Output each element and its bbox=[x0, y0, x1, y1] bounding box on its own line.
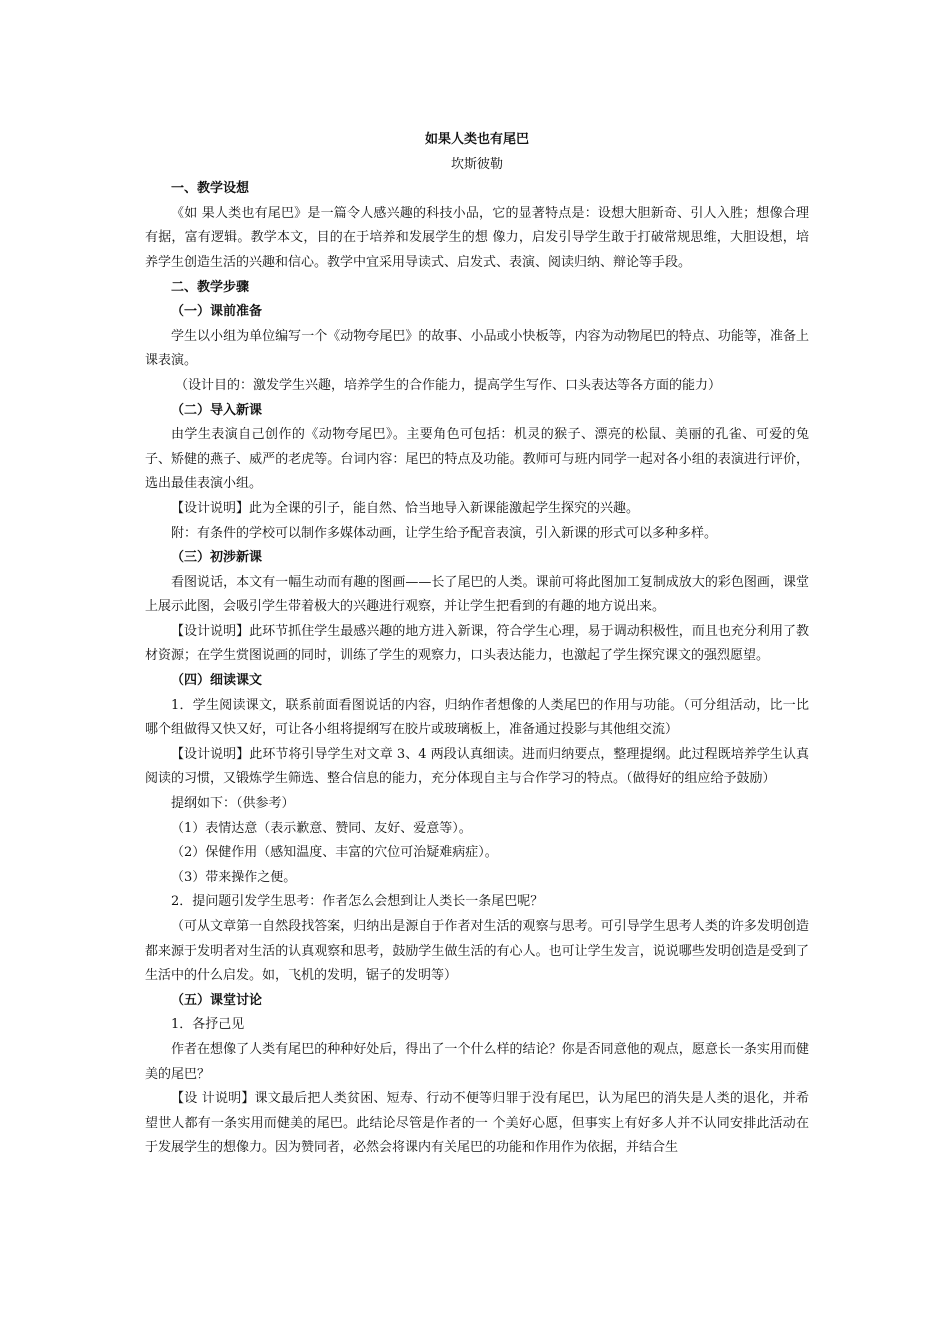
subsection-heading: （四）细读课文 bbox=[171, 673, 263, 689]
paragraph: （可从文章第一自然段找答案，归纳出是源自于作者对生活的观察与思考。可引导学生思考人类的许多发明创造都来源于发明者对生活的认真观察和思考，鼓励学生做生活的有心人。也可让学生发言，说说哪些发明创造是受到了生活中的什么启发。如，飞机的发明，锯子的发明等） bbox=[145, 919, 809, 984]
subsection-heading: （五）课堂讨论 bbox=[171, 992, 263, 1008]
outline-item: （1）表情达意（表示歉意、赞同、友好、爱意等）。 bbox=[171, 820, 472, 836]
document-page bbox=[145, 128, 809, 1161]
paragraph: 2．提问题引发学生思考：作者怎么会想到让人类长一条尾巴呢？ bbox=[171, 894, 544, 910]
paragraph: 1．各抒己见 bbox=[171, 1017, 245, 1033]
section-heading: 二、教学步骤 bbox=[171, 279, 250, 295]
paragraph: 提纲如下：（供参考） bbox=[171, 796, 295, 812]
paragraph: 【设计说明】此环节将引导学生对文章 3、4 两段认真细读。进而归纳要点，整理提纲。此过程既培养学生认真阅读的习惯，又锻炼学生筛选、整合信息的能力，充分体现自主与合作学习的特点。（做得好的组应给予鼓励） bbox=[145, 746, 809, 787]
paragraph: 附：有条件的学校可以制作多媒体动画，让学生给予配音表演，引入新课的形式可以多种多样。 bbox=[171, 525, 718, 541]
paragraph: 1．学生阅读课文，联系前面看图说话的内容，归纳作者想像的人类尾巴的作用与功能。（可分组活动，比一比哪个组做得又快又好，可让各小组将提纲写在胶片或玻璃板上，准备通过投影与其他组交流） bbox=[145, 697, 809, 738]
document-title: 如果人类也有尾巴 bbox=[424, 132, 529, 147]
outline-item: （2）保健作用（感知温度、丰富的穴位可治疑难病症）。 bbox=[171, 845, 498, 861]
subsection-heading: （一）课前准备 bbox=[171, 304, 263, 320]
paragraph: （设计目的：激发学生兴趣，培养学生的合作能力，提高学生写作、口头表达等各方面的能力） bbox=[175, 377, 722, 393]
paragraph: 【设计说明】此为全课的引子，能自然、恰当地导入新课能激起学生探究的兴趣。 bbox=[171, 500, 640, 516]
paragraph: 学生以小组为单位编写一个《动物夸尾巴》的故事、小品或小快板等，内容为动物尾巴的特点、功能等，准备上课表演。 bbox=[145, 328, 809, 369]
paragraph: 看图说话，本文有一幅生动而有趣的图画——长了尾巴的人类。课前可将此图加工复制成放大的彩色图画，课堂上展示此图，会吸引学生带着极大的兴趣进行观察，并让学生把看到的有趣的地方说出来。 bbox=[145, 574, 809, 615]
section-heading: 一、教学设想 bbox=[171, 181, 250, 197]
paragraph: 由学生表演自己创作的《动物夸尾巴》。主要角色可包括：机灵的猴子、漂亮的松鼠、美丽的孔雀、可爱的兔子、矫健的燕子、威严的老虎等。台词内容：尾巴的特点及功能。教师可与班内同学一起对各小组的表演进行评价，选出最佳表演小组。 bbox=[145, 427, 809, 492]
document-author: 坎斯彼勒 bbox=[450, 156, 503, 172]
paragraph: 【设计说明】此环节抓住学生最感兴趣的地方进入新课，符合学生心理，易于调动积极性，而且也充分利用了教材资源；在学生赏图说画的同时，训练了学生的观察力，口头表达能力，也激起了学生探究课文的强烈愿望。 bbox=[145, 623, 809, 664]
outline-item: （3）带来操作之便。 bbox=[171, 869, 297, 885]
paragraph: 作者在想像了人类有尾巴的种种好处后，得出了一个什么样的结论？你是否同意他的观点，愿意长一条实用而健美的尾巴？ bbox=[145, 1041, 809, 1082]
paragraph: 《如 果人类也有尾巴》是一篇令人感兴趣的科技小品，它的显著特点是：设想大胆新奇、引人入胜；想像合理有据，富有逻辑。教学本文，目的在于培养和发展学生的想 像力，启发引导学生敢于打破常规思维，大胆设想，培养学生创造生活的兴趣和信心。教学中宜采用导读式、启发式、表演、阅读归纳、辩论等手段。 bbox=[145, 205, 809, 270]
paragraph: 【设 计说明】课文最后把人类贫困、短寿、行动不便等归罪于没有尾巴，认为尾巴的消失是人类的退化，并希望世人都有一条实用而健美的尾巴。此结论尽管是作者的一 个美好心愿，但事实上有好多人并不认同安排此活动在于发展学生的想像力。因为赞同者，必然会将课内有关尾巴的功能和作用作为依据，并结合生 bbox=[145, 1091, 809, 1156]
subsection-heading: （二）导入新课 bbox=[171, 402, 263, 418]
subsection-heading: （三）初涉新课 bbox=[171, 550, 263, 566]
